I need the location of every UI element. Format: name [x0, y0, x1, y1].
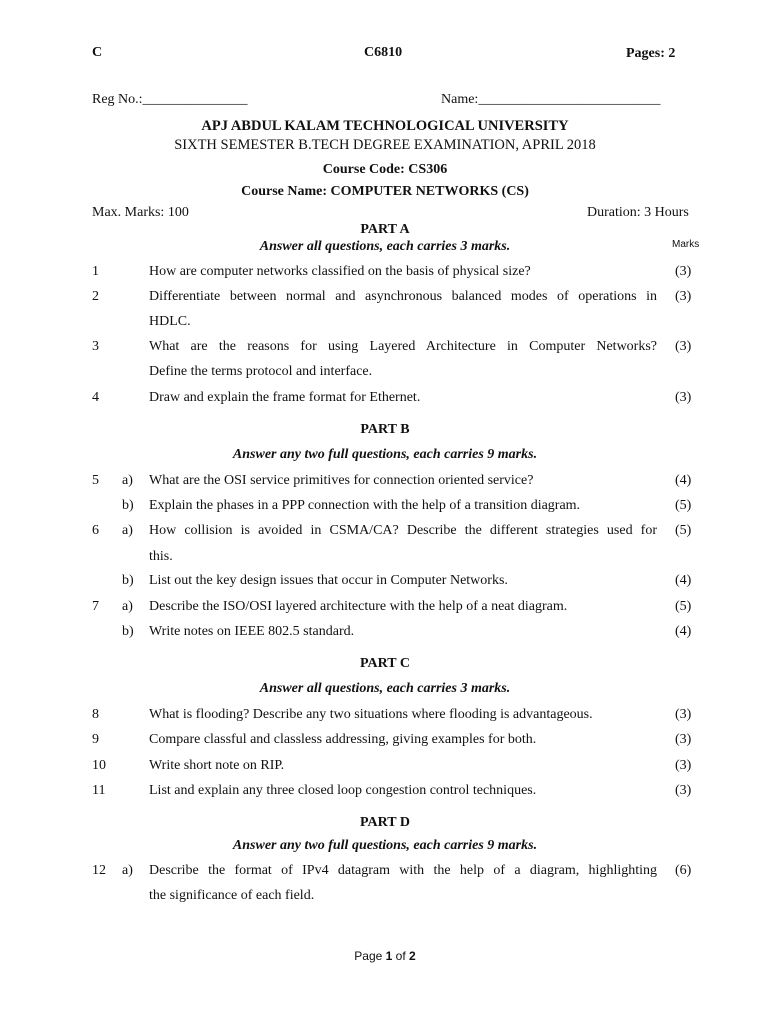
question-marks: (5)	[675, 498, 692, 513]
part-a-heading: PART A	[360, 222, 410, 237]
question-text: Explain the phases in a PPP connection with the help of a transition diagram.	[149, 498, 581, 513]
question-number: 7	[92, 599, 99, 614]
question-text: Describe the ISO/OSI layered architecture with the help of a neat diagram.	[149, 599, 568, 614]
page-number: 1	[385, 949, 393, 963]
part-a-instruction: Answer all questions, each carries 3 marks.	[259, 239, 511, 254]
name-field: Name:__________________________	[441, 92, 661, 107]
question-marks: (4)	[675, 573, 692, 588]
question-marks: (3)	[675, 783, 692, 798]
question-marks: (3)	[675, 289, 692, 304]
sub-question-label: a)	[122, 863, 133, 878]
question-text-cont: HDLC.	[149, 314, 191, 329]
question-continuation	[0, 549, 770, 574]
question-text: What is flooding? Describe any two situations where flooding is advantageous.	[149, 707, 593, 722]
question-row	[0, 863, 770, 888]
sub-question-label: b)	[122, 573, 134, 588]
question-number: 10	[92, 758, 106, 773]
question-row	[0, 523, 770, 548]
question-row	[0, 707, 770, 732]
series-code: C	[92, 45, 103, 60]
sub-question-label: a)	[122, 523, 133, 538]
university-name: APJ ABDUL KALAM TECHNOLOGICAL UNIVERSITY	[201, 118, 569, 134]
question-row	[0, 758, 770, 783]
sub-question-label: b)	[122, 624, 134, 639]
question-marks: (3)	[675, 264, 692, 279]
paper-code: C6810	[364, 45, 403, 60]
question-number: 11	[92, 783, 106, 798]
question-row	[0, 473, 770, 498]
question-marks: (6)	[675, 863, 692, 878]
question-marks: (3)	[675, 707, 692, 722]
question-text: Describe the format of IPv4 datagram with the help of a diagram, highlighting	[149, 863, 657, 878]
question-continuation	[0, 314, 770, 339]
question-row	[0, 573, 770, 598]
question-marks: (4)	[675, 473, 692, 488]
question-marks: (5)	[675, 523, 692, 538]
page-total: 2	[409, 949, 416, 963]
question-number: 9	[92, 732, 99, 747]
question-text: What are the reasons for using Layered Architecture in Computer Networks?	[149, 339, 657, 354]
question-text: Write short note on RIP.	[149, 758, 285, 773]
question-text-cont: the significance of each field.	[149, 888, 315, 903]
reg-no-field: Reg No.:_______________	[92, 92, 248, 107]
sub-question-label: b)	[122, 498, 134, 513]
page-footer	[0, 949, 770, 963]
max-marks: Max. Marks: 100	[92, 205, 189, 220]
question-text: Compare classful and classless addressing, giving examples for both.	[149, 732, 537, 747]
question-number: 5	[92, 473, 99, 488]
exam-title: SIXTH SEMESTER B.TECH DEGREE EXAMINATION, APRIL 2018	[174, 137, 596, 153]
part-d-instruction: Answer any two full questions, each carries 9 marks.	[232, 838, 538, 853]
part-c-instruction: Answer all questions, each carries 3 marks.	[259, 681, 511, 696]
page-prefix: Page	[354, 949, 386, 963]
part-b-instruction: Answer any two full questions, each carries 9 marks.	[232, 447, 538, 462]
question-text: How collision is avoided in CSMA/CA? Describe the different strategies used for	[149, 523, 657, 538]
part-d-heading: PART D	[360, 815, 410, 830]
question-row	[0, 264, 770, 289]
question-number: 1	[92, 264, 99, 279]
question-row	[0, 339, 770, 364]
question-continuation	[0, 888, 770, 913]
sub-question-label: a)	[122, 473, 133, 488]
sub-question-label: a)	[122, 599, 133, 614]
question-row	[0, 599, 770, 624]
duration: Duration: 3 Hours	[587, 205, 689, 220]
marks-column-label: Marks	[672, 239, 700, 250]
question-row	[0, 289, 770, 314]
question-marks: (3)	[675, 339, 692, 354]
part-c-heading: PART C	[360, 656, 410, 671]
question-text: Draw and explain the frame format for Ethernet.	[149, 390, 421, 405]
question-text: Differentiate between normal and asynchronous balanced modes of operations in	[149, 289, 657, 304]
question-marks: (3)	[675, 732, 692, 747]
question-row	[0, 783, 770, 808]
course-code: Course Code: CS306	[322, 162, 448, 177]
question-text: List and explain any three closed loop congestion control techniques.	[149, 783, 537, 798]
page-mid: of	[392, 949, 410, 963]
question-row	[0, 390, 770, 415]
question-number: 6	[92, 523, 99, 538]
question-row	[0, 732, 770, 757]
question-row	[0, 624, 770, 649]
question-continuation	[0, 364, 770, 389]
question-number: 3	[92, 339, 99, 354]
question-marks: (4)	[675, 624, 692, 639]
question-marks: (3)	[675, 758, 692, 773]
course-name: Course Name: COMPUTER NETWORKS (CS)	[241, 184, 529, 199]
question-text-cont: Define the terms protocol and interface.	[149, 364, 373, 379]
question-row	[0, 498, 770, 523]
page-count: Pages: 2	[626, 46, 676, 61]
part-b-heading: PART B	[360, 422, 410, 437]
question-text: How are computer networks classified on the basis of physical size?	[149, 264, 531, 279]
question-marks: (5)	[675, 599, 692, 614]
question-text: List out the key design issues that occur in Computer Networks.	[149, 573, 508, 588]
question-marks: (3)	[675, 390, 692, 405]
question-number: 4	[92, 390, 99, 405]
question-number: 8	[92, 707, 99, 722]
question-text: What are the OSI service primitives for connection oriented service?	[149, 473, 534, 488]
question-number: 12	[92, 863, 106, 878]
question-number: 2	[92, 289, 99, 304]
question-text-cont: this.	[149, 549, 173, 564]
question-text: Write notes on IEEE 802.5 standard.	[149, 624, 355, 639]
